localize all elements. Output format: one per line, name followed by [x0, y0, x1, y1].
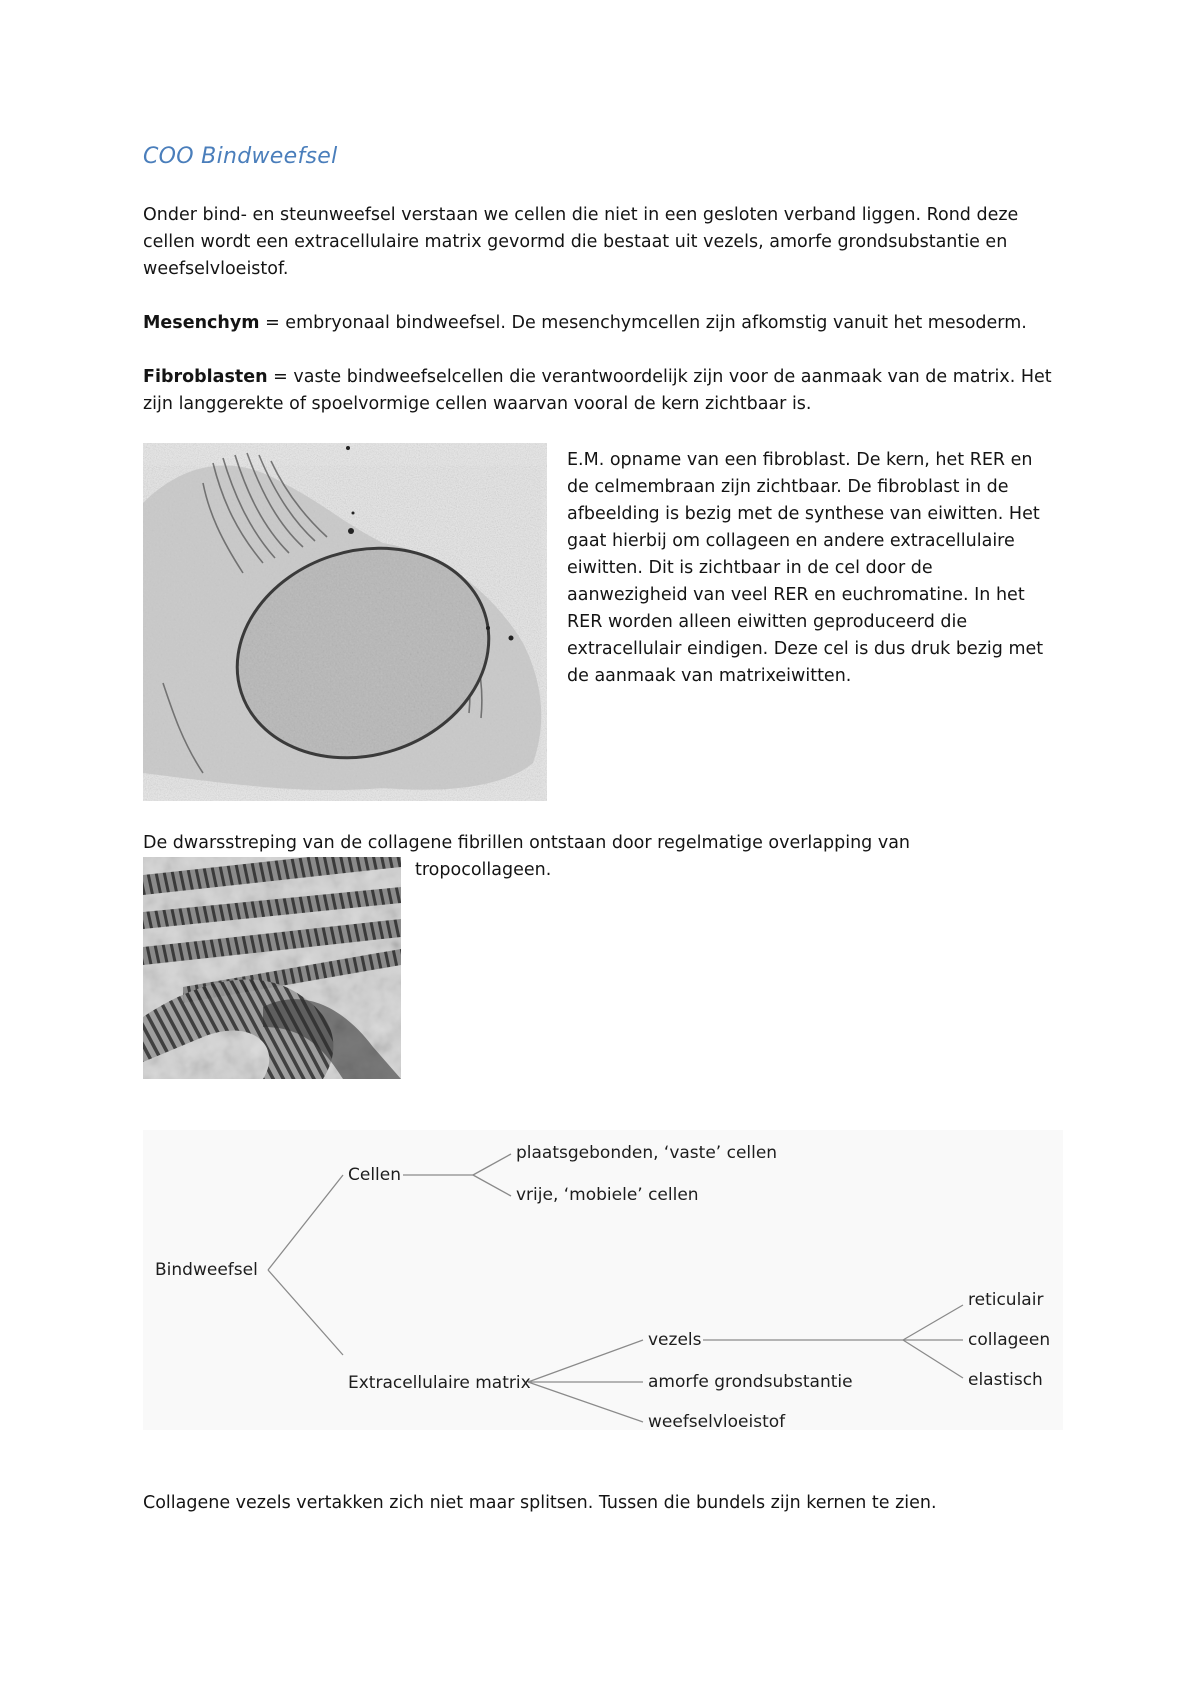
collagen-fibrils-graphic	[143, 857, 401, 1079]
mesenchym-term: Mesenchym	[143, 313, 260, 333]
intro-paragraph: Onder bind- en steunweefsel verstaan we cellen die niet in een gesloten verband liggen. Rond deze cellen wordt een extracellulaire matrix gevormd die bestaat uit vezels, amorfe grondsubstantie en weefselvloeistof.	[143, 205, 1019, 279]
diagram-svg	[143, 1130, 1063, 1430]
mesenchym-paragraph	[143, 310, 1063, 337]
fibroblast-definition: = vaste bindweefselcellen die verantwoordelijk zijn voor de aanmaak van de matrix. Het zijn langgerekte of spoelvormige cellen waarvan vooral de kern zichtbaar is.	[143, 367, 1052, 414]
node-reticulair: reticulair	[968, 1290, 1044, 1310]
em-caption: E.M. opname van een fibroblast. De kern, het RER en de celmembraan zijn zichtbaar. De fibroblast in de afbeelding is bezig met de synthese van eiwitten. Het gaat hierbij om collageen en andere extracellulaire eiwitten. Dit is zichtbaar in de cel door de aanwezigheid van veel RER en euchromatine. In het RER worden alleen eiwitten geproduceerd die extracellulair eindigen. Deze cel is dus druk bezig met de aanmaak van matrixeiwitten.	[567, 450, 1044, 686]
collagen-fibrils-image	[143, 857, 401, 1079]
node-vezels: vezels	[648, 1330, 702, 1350]
striation-text-line2: tropocollageen.	[415, 860, 552, 880]
node-bindweefsel: Bindweefsel	[155, 1260, 258, 1280]
fibroblast-paragraph	[143, 364, 1063, 418]
node-extracellulaire-matrix: Extracellulaire matrix	[348, 1373, 531, 1393]
node-amorfe-grondsubstantie: amorfe grondsubstantie	[648, 1372, 853, 1392]
node-weefselvloeistof: weefselvloeistof	[648, 1412, 786, 1430]
mesenchym-definition: = embryonaal bindweefsel. De mesenchymcellen zijn afkomstig vanuit het mesoderm.	[259, 313, 1027, 333]
fibroblast-em-graphic	[143, 443, 547, 801]
node-collageen: collageen	[968, 1330, 1051, 1350]
node-mobiele-cellen: vrije, ‘mobiele’ cellen	[516, 1185, 699, 1205]
fibroblast-term: Fibroblasten	[143, 367, 268, 387]
node-cellen: Cellen	[348, 1165, 402, 1185]
node-vaste-cellen: plaatsgebonden, ‘vaste’ cellen	[516, 1143, 778, 1163]
fibroblast-em-image	[143, 443, 547, 801]
bindweefsel-diagram	[143, 1130, 1063, 1430]
page-title: COO Bindweefsel	[143, 144, 338, 169]
node-elastisch: elastisch	[968, 1370, 1043, 1390]
closing-paragraph: Collagene vezels vertakken zich niet maar splitsen. Tussen die bundels zijn kernen te zien.	[143, 1493, 937, 1513]
striation-text-line1: De dwarsstreping van de collagene fibrillen ontstaan door regelmatige overlapping van	[143, 833, 911, 853]
